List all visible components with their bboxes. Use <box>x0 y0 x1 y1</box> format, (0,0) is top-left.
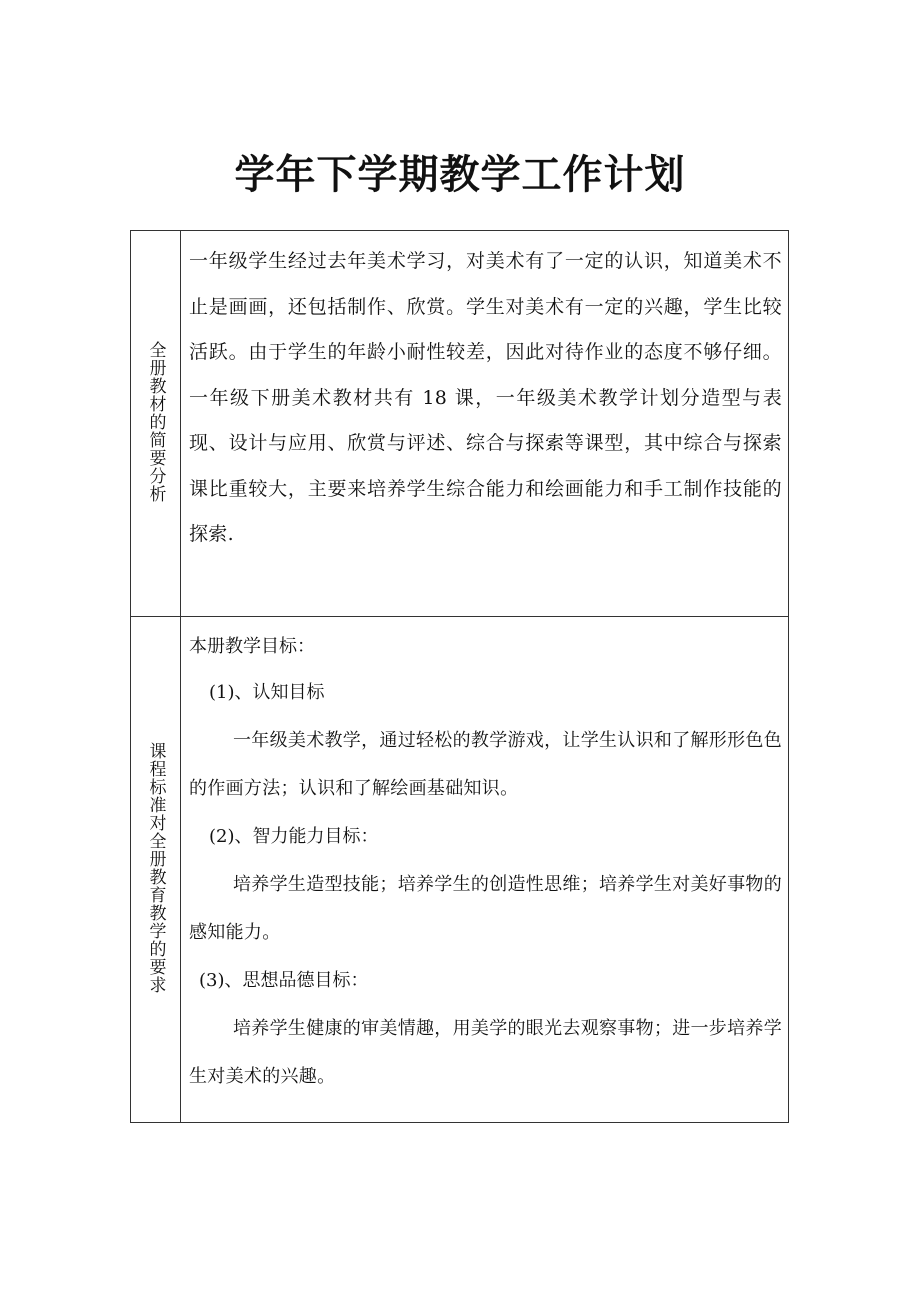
analysis-content-cell <box>181 231 789 617</box>
goal-text-moral: 培养学生健康的审美情趣，用美学的眼光去观察事物；进一步培养学生对美术的兴趣。 <box>189 1018 782 1087</box>
analysis-text: 一年级学生经过去年美术学习，对美术有了一定的认识，知道美术不止是画画，还包括制作、欣赏。学生对美术有一定的兴趣，学生比较活跃。由于学生的年龄小耐性较差，因此对待作业的态度不够仔细。一年级下册美术教材共有 18 课，一年级美术教学计划分造型与表现、设计与应用、欣赏与评述、综合与探索等课型，其中综合与探索课比重较大，主要来培养学生综合能力和绘画能力和手工制作技能的探索. <box>189 250 782 545</box>
goals-section <box>189 625 782 1101</box>
row-label-cell <box>131 617 181 1123</box>
goal-title-cognitive: (1)、认知目标 <box>209 682 325 703</box>
row-label-cell <box>131 231 181 617</box>
row-label-requirements: 课程标准对全册教育教学的要求 <box>145 741 166 994</box>
requirements-content-cell <box>181 617 789 1123</box>
goal-title-moral: (3)、思想品德目标： <box>199 970 369 991</box>
goals-heading: 本册教学目标： <box>189 636 315 657</box>
page-title: 学年下学期教学工作计划 <box>234 151 686 198</box>
goal-text-ability: 培养学生造型技能；培养学生的创造性思维；培养学生对美好事物的感知能力。 <box>189 874 782 943</box>
table-row-requirements <box>131 617 789 1123</box>
row-label-analysis: 全册教材的简要分析 <box>145 340 166 503</box>
table-row-analysis <box>131 231 789 617</box>
plan-table <box>130 230 789 1123</box>
goal-text-cognitive: 一年级美术教学，通过轻松的教学游戏，让学生认识和了解形形色色的作画方法；认识和了解绘画基础知识。 <box>189 730 782 799</box>
goal-title-ability: (2)、智力能力目标： <box>209 826 379 847</box>
